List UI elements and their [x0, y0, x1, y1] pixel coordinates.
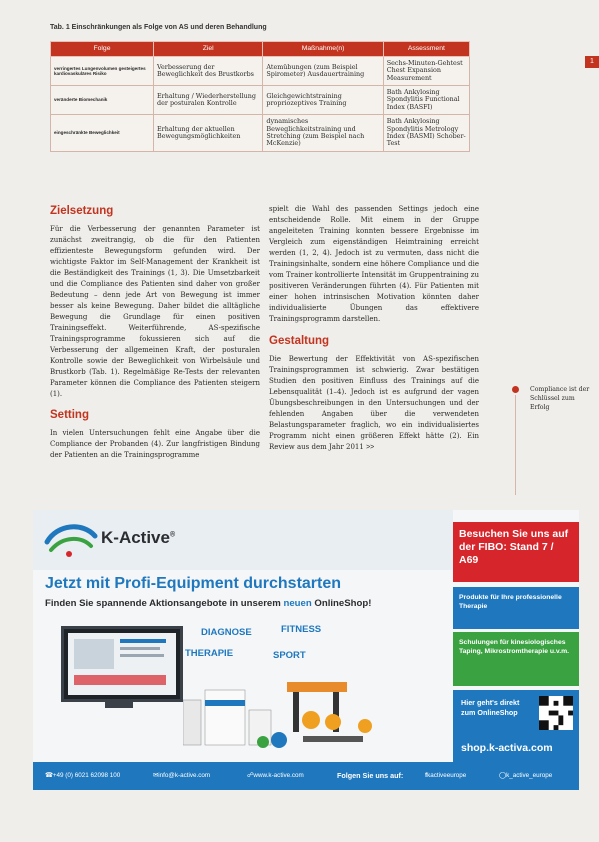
ad-contact-bar — [33, 762, 579, 790]
registered-mark: ® — [169, 531, 176, 539]
brand-text: K-Active — [101, 528, 170, 547]
sidenote-divider — [515, 395, 516, 495]
instagram-link[interactable]: ◯ k_active_europe — [499, 762, 506, 790]
subline-text-end: OnlineShop! — [311, 598, 372, 609]
category-therapie: THERAPIE — [185, 648, 234, 659]
website-link[interactable]: ☍ www.k-active.com — [247, 762, 253, 790]
qr-code-icon — [539, 696, 573, 730]
table-cell: Atemübungen (zum Beispiel Spirometer) Ausdauertraining — [263, 57, 383, 86]
text-column-left — [50, 204, 260, 461]
section-heading-zielsetzung: Zielsetzung — [50, 205, 114, 217]
monitor-image — [61, 626, 183, 702]
subline-highlight: neuen — [283, 598, 312, 609]
continue-arrow: >> — [366, 444, 375, 451]
facebook-icon: f — [425, 772, 428, 779]
table-title: Tab. 1 Einschränkungen als Folge von AS und deren Behandlung — [50, 24, 267, 31]
shop-url: shop.k-activa.com — [461, 742, 553, 754]
shop-cta: Hier geht's direkt zum OnlineShop — [461, 698, 520, 717]
gestaltung-text: Die Bewertung der Effektivität von AS-spezifischen Trainingsprogrammen ist schwierig. Zwar bestätigen Studien den positiven Einfluss des Trainings auf die Lebensqualität (1–4). Jedoch ist es aufgrund der vagen Übungsbeschreibungen in den Untersuchungen und der fehlenden Angaben über die verwendeten Belastungsparameter fraglich, wo ein individualisiertes Programm nicht einen größeren Effekt hätte (2). Ein Review aus dem Jahr 2011 — [269, 355, 479, 451]
table-header: Ziel — [154, 42, 263, 57]
products-box: Produkte für Ihre professionelle Therapie — [453, 587, 579, 629]
table-header: Maßnahme(n) — [263, 42, 383, 57]
table-cell: veränderte Biomechanik — [51, 86, 154, 115]
monitor-screen — [68, 633, 176, 695]
table-cell: eingeschränkte Beweglichkeit — [51, 115, 154, 151]
table-row — [51, 57, 470, 86]
shop-box[interactable] — [453, 690, 579, 762]
chapter-tab: 1 — [585, 56, 599, 68]
category-fitness: FITNESS — [281, 624, 322, 635]
table-cell: Verbesserung der Beweglichkeit des Brustkorbs — [154, 57, 263, 86]
paragraph-gestaltung — [269, 354, 479, 453]
sidenote-bullet-icon — [512, 386, 519, 393]
ad-headline: Jetzt mit Profi-Equipment durchstarten — [45, 575, 342, 592]
table-cell: Erhaltung der aktuellen Bewegungsmöglichkeiten — [154, 115, 263, 151]
table-cell: dynamisches Beweglichkeitstraining und Stretching (zum Beispiel nach McKenzie) — [263, 115, 383, 151]
sidenote: Compliance ist der Schlüssel zum Erfolg — [530, 386, 590, 411]
follow-label: Folgen Sie uns auf: — [337, 771, 404, 780]
table-cell: Sechs-Minuten-Gehtest Chest Expansion Measurement — [383, 57, 469, 86]
text-column-right — [269, 204, 479, 453]
table-header-row — [51, 42, 470, 57]
table-cell: Gleichgewichtstraining propriozeptives Training — [263, 86, 383, 115]
email-text: info@k-active.com — [158, 772, 211, 779]
monitor-stand — [105, 702, 133, 708]
k-active-logo-icon — [43, 520, 99, 558]
paragraph-zielsetzung: Für die Verbesserung der genannten Parameter ist zunächst zweitrangig, ob die für den Patienten effizienteste Bewegungsform gefunden wird. Der wichtigste Faktor im Self-Management der Krankheit ist die Beständigkeit des Trainings (1, 3). Die Umsetzbarkeit und die Compliance des Patienten sind daher von großer Bedeutung – denn jede Art von Bewegung ist immer besser als keine Bewegung. Daher bildet die alltägliche Bewegung die Grundlage für einen positiven Trainingseffekt. Weiterführende, AS-spezifische Trainingsprogramme fokussieren sich auf die Verbesserung der allgemeinen Kraft, der posturalen Kontrolle sowie der Beweglichkeit von Wirbelsäule und Brustkorb (Tab. 1). Regelmäßige Re-Tests der relevanten Parameter können die Compliance des Patienten steigern (1). — [50, 225, 260, 398]
table-cell: Erhaltung / Wiederherstellung der posturalen Kontrolle — [154, 86, 263, 115]
schulungen-box: Schulungen für kinesiologisches Taping, Mikrostromtherapie u.v.m. — [453, 632, 579, 686]
paragraph-setting-continued: spielt die Wahl des passenden Settings jedoch eine entscheidende Rolle. Mit einem in der Gruppe angeleiteten Training konnten bessere Ergebnisse im Vergleich zum eigenständigen Heimtraining erreicht werden (1, 2, 4). Jedoch ist zu vermuten, dass nicht die Trainingsinhalte, sondern eine höhere Compliance und die vom Trainer kontrollierte Intensität im Gruppentraining zu positiveren Veränderungen führten (4). Für Patienten mit einer hohen intrinsischen Motivation könnten daher individualisierte Übungen das effektivere Trainingsprogramm darstellen. — [269, 205, 479, 323]
section-heading-gestaltung: Gestaltung — [269, 335, 330, 347]
table-header: Folge — [51, 42, 154, 57]
table-header: Assessment — [383, 42, 469, 57]
phone-text: +49 (0) 6021 62098 100 — [52, 772, 121, 779]
subline-text: Finden Sie spannende Aktionsangebote in unserem — [45, 598, 284, 609]
fibo-banner: Besuchen Sie uns auf der FIBO: Stand 7 / A69 — [453, 522, 579, 582]
table-row — [51, 86, 470, 115]
category-diagnose: DIAGNOSE — [201, 627, 252, 638]
facebook-text: kactiveeurope — [427, 772, 467, 779]
instagram-text: k_active_europe — [506, 772, 553, 779]
email-link[interactable]: ✉ info@k-active.com — [153, 762, 158, 790]
phone-number[interactable]: ☎ +49 (0) 6021 62098 100 — [45, 762, 53, 790]
table-cell: Bath Ankylosing Spondylitis Functional Index (BASFI) — [383, 86, 469, 115]
brand-name — [101, 528, 175, 548]
ad-subline — [45, 598, 371, 609]
section-heading-setting: Setting — [50, 409, 89, 421]
table-cell: verringertes Lungenvolumen gesteigertes kardiovaskuläres Risiko — [51, 57, 154, 86]
k-active-advertisement — [33, 510, 579, 790]
facebook-link[interactable] — [425, 762, 467, 790]
table-cell: Bath Ankylosing Spondylitis Metrology Index (BASMI) Schober-Test — [383, 115, 469, 151]
paragraph-setting: In vielen Untersuchungen fehlt eine Angabe über die Compliance der Probanden (4). Zur langfristigen Bindung der Patienten an die Trainingsprogramme — [50, 429, 260, 459]
website-text: www.k-active.com — [253, 772, 304, 779]
table-row — [51, 115, 470, 151]
restrictions-table — [50, 41, 470, 152]
category-sport: SPORT — [273, 650, 306, 661]
product-display-icon — [183, 660, 383, 750]
